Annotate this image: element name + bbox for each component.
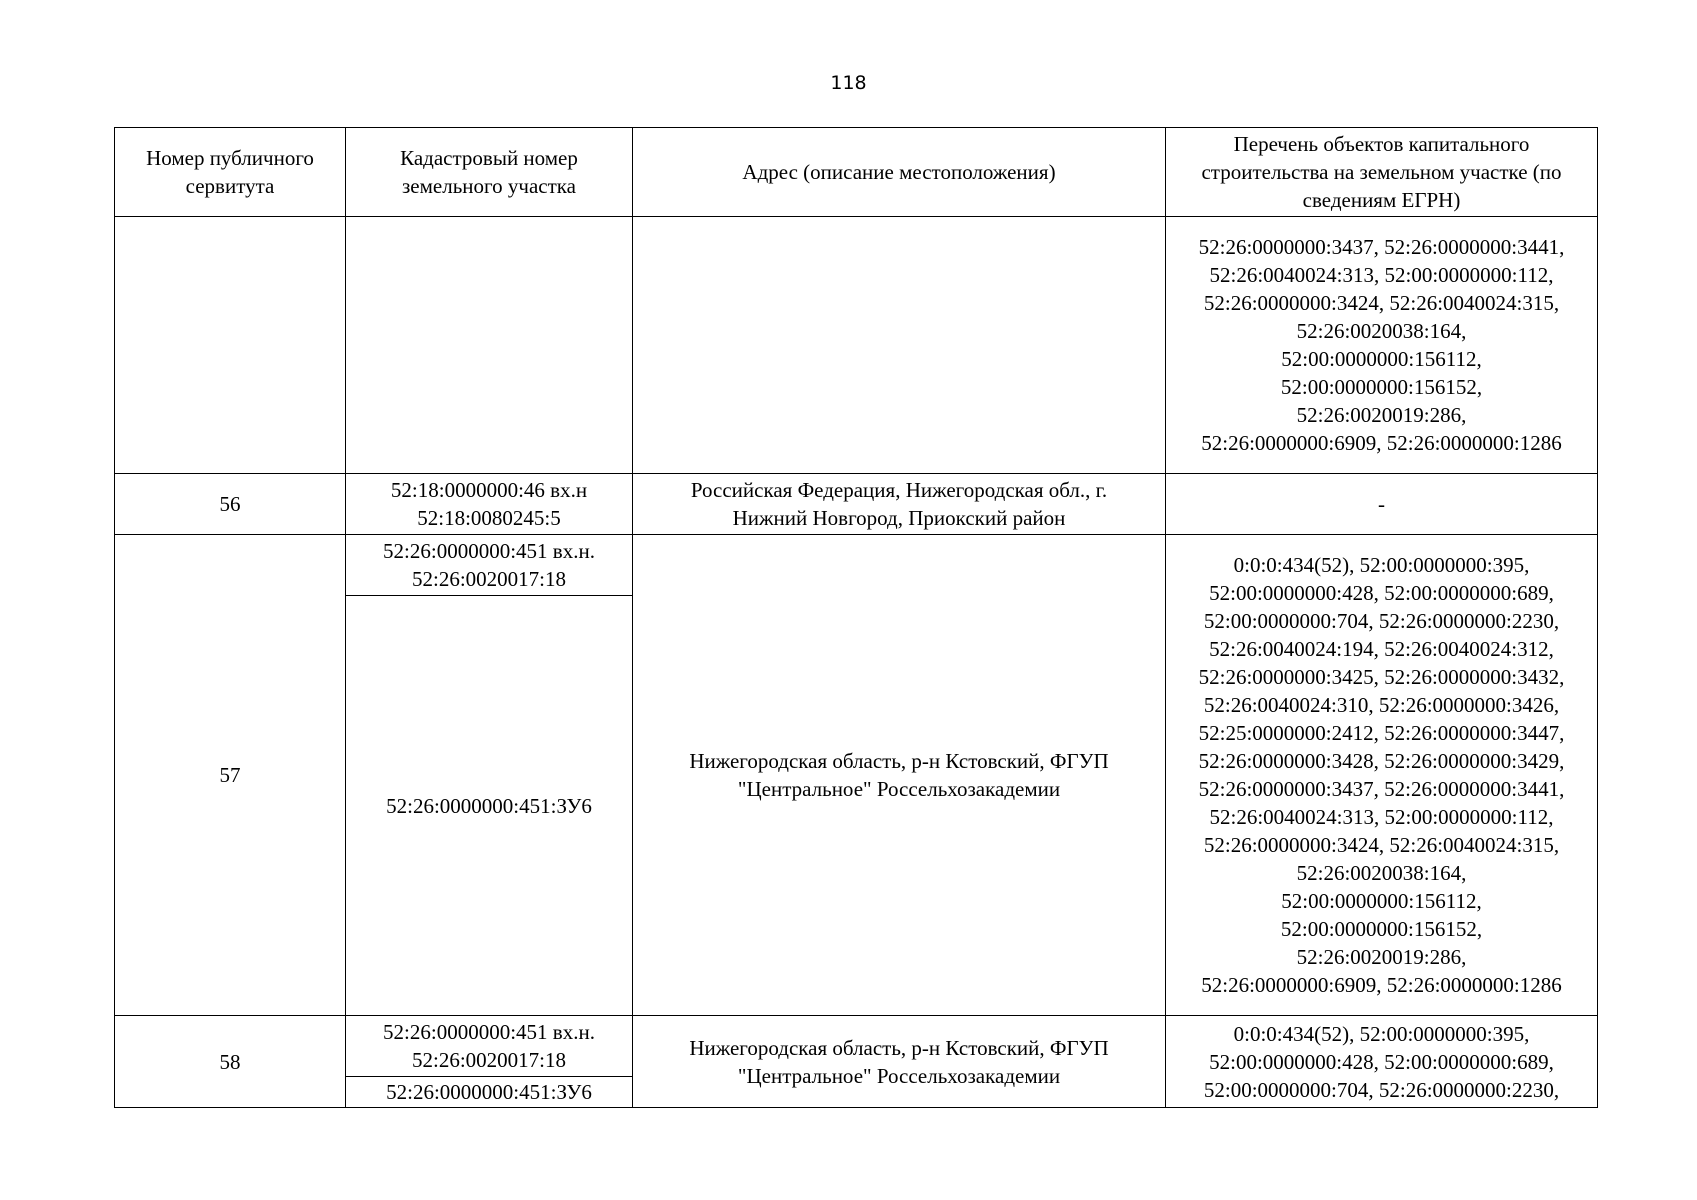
- cell-objects: 0:0:0:434(52), 52:00:0000000:395, 52:00:0000000:428, 52:00:0000000:689, 52:00:0000000:704, 52:26:0000000:2230, 52:26:0040024:194, 52:26:0040024:312, 52:26:0000000:3425, 52:26:0000000:3432, 52:26:0040024:310, 52:26:0000000:3426, 52:25:0000000:2412, 52:26:0000000:3447, 52:26:0000000:3428, 52:26:0000000:3429, 52:26:0000000:3437, 52:26:0000000:3441, 52:26:0040024:313, 52:00:0000000:112, 52:26:0000000:3424, 52:26:0040024:315, 52:26:0020038:164, 52:00:0000000:156112, 52:00:0000000:156152, 52:26:0020019:286, 52:26:0000000:6909, 52:26:0000000:1286: [1166, 535, 1598, 1016]
- header-objects: Перечень объектов капитального строительства на земельном участке (по сведениям ЕГРН): [1166, 128, 1598, 217]
- table-row-58: [115, 1016, 1598, 1077]
- cell-number: 58: [115, 1016, 346, 1108]
- cell-address: Нижегородская область, р-н Кстовский, ФГУП "Центральное" Россельхозакадемии: [633, 1016, 1166, 1108]
- page-number: 118: [830, 72, 867, 94]
- cell-cadastral: 52:26:0000000:451:ЗУ6: [346, 1077, 633, 1108]
- servitude-table: [114, 127, 1598, 1108]
- cell-cadastral: 52:26:0000000:451:ЗУ6: [346, 596, 633, 1016]
- cell-address: Российская Федерация, Нижегородская обл., г. Нижний Новгород, Приокский район: [633, 474, 1166, 535]
- cell-address: Нижегородская область, р-н Кстовский, ФГУП "Центральное" Россельхозакадемии: [633, 535, 1166, 1016]
- header-cadastral-number: Кадастровый номер земельного участка: [346, 128, 633, 217]
- cell-cadastral: [346, 217, 633, 474]
- table-row-56: [115, 474, 1598, 535]
- cell-cadastral: 52:18:0000000:46 вх.н 52:18:0080245:5: [346, 474, 633, 535]
- table-row-continuation: [115, 217, 1598, 474]
- header-address: Адрес (описание местоположения): [633, 128, 1166, 217]
- cell-number: [115, 217, 346, 474]
- table-header-row: [115, 128, 1598, 217]
- cell-number: 57: [115, 535, 346, 1016]
- cell-number: 56: [115, 474, 346, 535]
- cell-objects: 52:26:0000000:3437, 52:26:0000000:3441, 52:26:0040024:313, 52:00:0000000:112, 52:26:0000000:3424, 52:26:0040024:315, 52:26:0020038:164, 52:00:0000000:156112, 52:00:0000000:156152, 52:26:0020019:286, 52:26:0000000:6909, 52:26:0000000:1286: [1166, 217, 1598, 474]
- cell-address: [633, 217, 1166, 474]
- header-servitude-number: Номер публичного сервитута: [115, 128, 346, 217]
- cell-cadastral: 52:26:0000000:451 вх.н. 52:26:0020017:18: [346, 535, 633, 596]
- cell-cadastral: 52:26:0000000:451 вх.н. 52:26:0020017:18: [346, 1016, 633, 1077]
- cell-objects: -: [1166, 474, 1598, 535]
- cell-objects: 0:0:0:434(52), 52:00:0000000:395, 52:00:0000000:428, 52:00:0000000:689, 52:00:0000000:704, 52:26:0000000:2230,: [1166, 1016, 1598, 1108]
- table-row-57: [115, 535, 1598, 596]
